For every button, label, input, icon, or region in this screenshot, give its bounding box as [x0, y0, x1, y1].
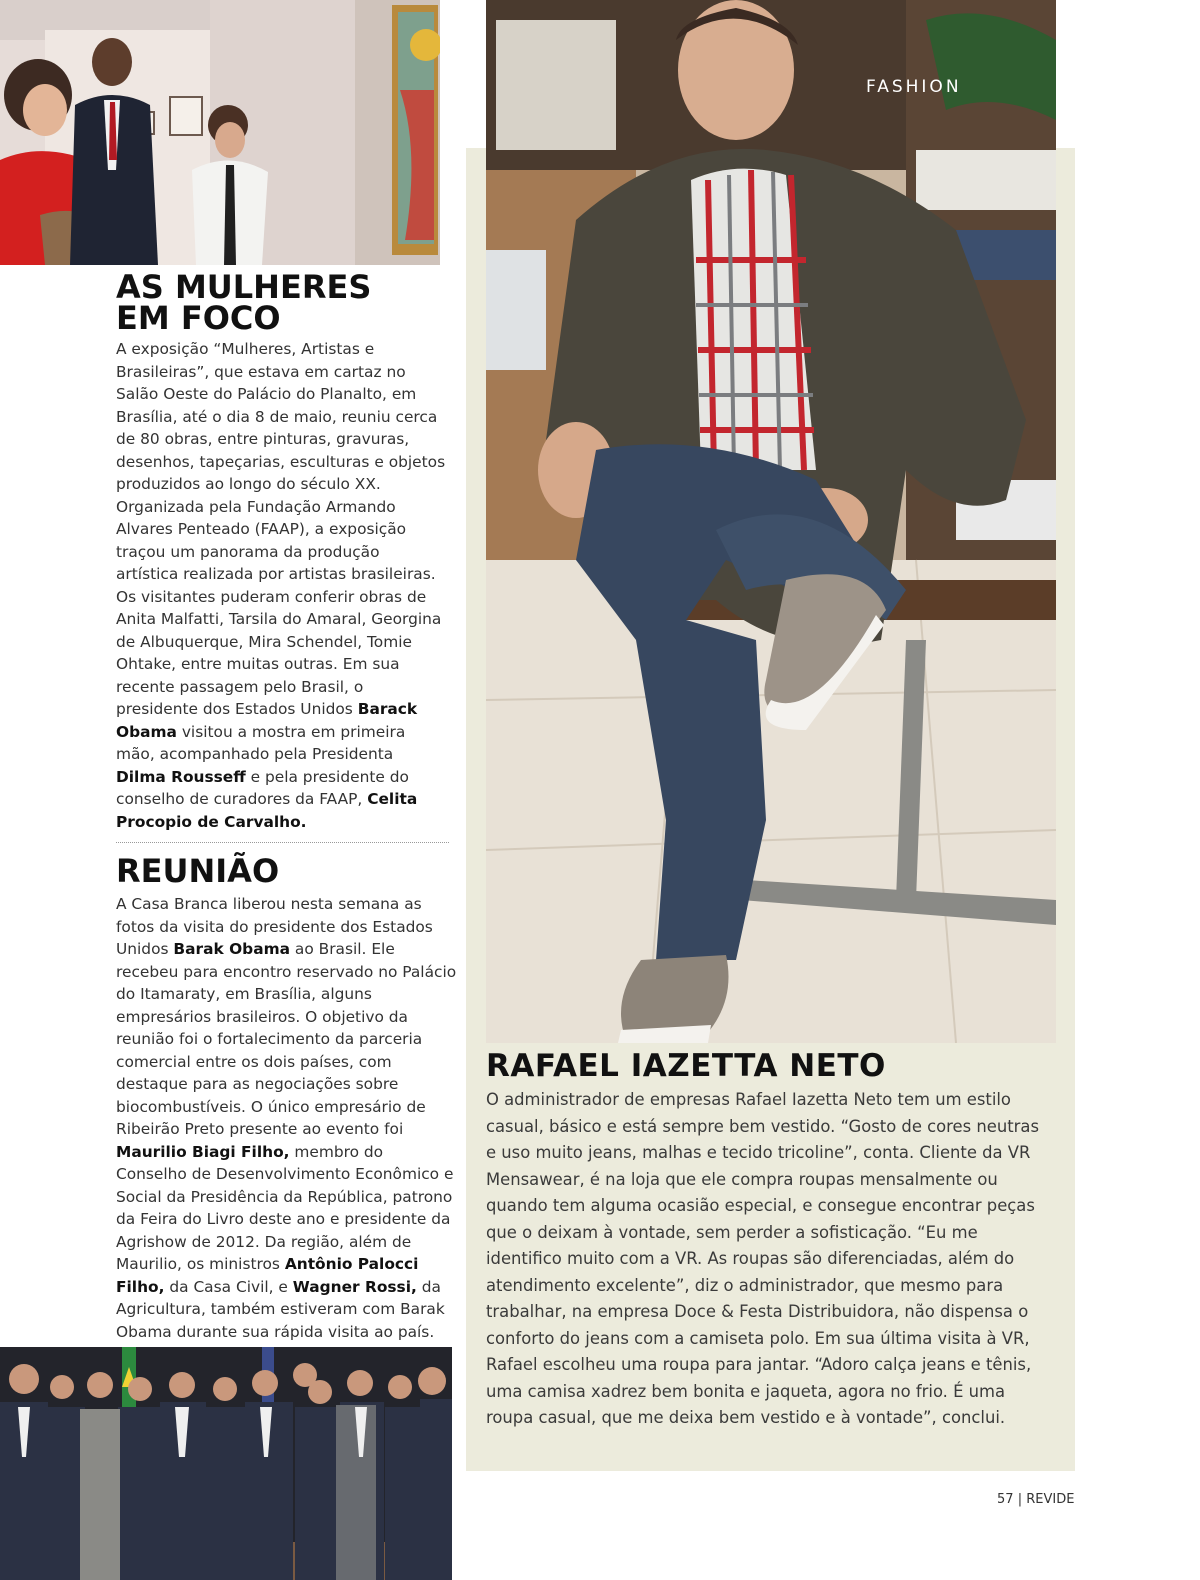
text-run: A exposição “Mulheres, Artistas e Brasileiras”, que estava em cartaz no Salão Oeste do Palácio do Planalto, em Brasília, até o dia 8 de maio, reuniu cerca de 80 obras, entre pinturas, gravuras, desenhos, tapeçarias, esculturas e objetos produzidos ao longo do século XX. Organizada pela Fundação Armando Alvares Penteado (FAAP), a exposição traçou um panorama da produção artística realizada por artistas brasileiras. Os visitantes puderam conferir obras de Anita Malfatti, Tarsila do Amaral, Georgina de Albuquerque, Mira Schendel, Tomie Ohtake, entre muitas outras. Em sua recente passagem pelo Brasil, o presidente dos Estados Unidos: [116, 340, 446, 718]
text-run: da Casa Civil, e: [164, 1277, 293, 1296]
meeting-group-photo: [0, 1347, 452, 1580]
magazine-name: REVIDE: [1026, 1492, 1075, 1507]
article-2-title: REUNIÃO: [116, 852, 280, 890]
bold-name: Celita Procopio de Carvalho.: [116, 790, 418, 831]
text-run: visitou a mostra em primeira mão, acompanhado pela Presidenta: [116, 722, 406, 763]
bold-name: Antônio Palocci Filho,: [116, 1255, 419, 1296]
article-divider: [116, 842, 449, 843]
text-run: ao Brasil. Ele recebeu para encontro reservado no Palácio do Itamaraty, em Brasília, alguns empresários brasileiros. O objetivo da reunião foi o fortalecimento da parceria comercial entre os dois países, com destaque para as negociações sobre biocombustíveis. O único empresário de Ribeirão Preto presente ao evento foi: [116, 940, 457, 1138]
text-run: membro do Conselho de Desenvolvimento Econômico e Social da Presidência da República, patrono da Feira do Livro deste ano e presidente da Agrishow de 2012. Da região, além de Maurilio, os ministros: [116, 1142, 454, 1273]
page-footer: [997, 1492, 1074, 1507]
article-2-body: [116, 893, 458, 1343]
bold-name: Dilma Rousseff: [116, 767, 246, 786]
bold-name: Barack Obama: [116, 700, 418, 741]
article-1-title-line1: AS MULHERES: [116, 268, 372, 306]
article-3-title: RAFAEL IAZETTA NETO: [486, 1048, 886, 1084]
article-1-title-line2: EM FOCO: [116, 299, 281, 337]
bold-name: Wagner Rossi,: [292, 1277, 417, 1296]
text-run: e pela presidente do conselho de curadores da FAAP,: [116, 767, 409, 808]
text-run: da Agricultura, também estiveram com Barak Obama durante sua rápida visita ao país.: [116, 1277, 445, 1341]
bold-name: Maurilio Biagi Filho,: [116, 1142, 290, 1161]
footer-separator: |: [1017, 1492, 1023, 1507]
exhibition-visit-photo: [0, 0, 440, 265]
bold-name: Barak Obama: [173, 940, 291, 958]
article-1-body: [116, 338, 446, 833]
rafael-portrait-photo: [486, 0, 1056, 1043]
section-label: FASHION: [866, 77, 962, 97]
text-run: A Casa Branca liberou nesta semana as fotos da visita do presidente dos Estados Unidos: [116, 895, 433, 958]
article-1-title: [116, 268, 446, 337]
article-3-body: O administrador de empresas Rafael Iazetta Neto tem um estilo casual, básico e está sempre bem vestido. “Gosto de cores neutras e uso muito jeans, malhas e tecido tricoline”, conta. Cliente da VR Mensawear, é na loja que ele compra roupas mensalmente ou quando tem alguma ocasião especial, e consegue encontrar peças que o deixam à vontade, sem perder a sofisticação. “Eu me identifico muito com a VR. As roupas são diferenciadas, além do atendimento excelente”, diz o administrador, que mesmo para trabalhar, na empresa Doce & Festa Distribuidora, não dispensa o conforto do jeans com a camiseta polo. Em sua última visita à VR, Rafael escolheu uma roupa para jantar. “Adoro calça jeans e tênis, uma camisa xadrez bem bonita e jaqueta, agora no frio. É uma roupa casual, que me deixa bem vestido e à vontade”, conclui.: [486, 1090, 1039, 1427]
page-number: 57: [997, 1492, 1014, 1507]
